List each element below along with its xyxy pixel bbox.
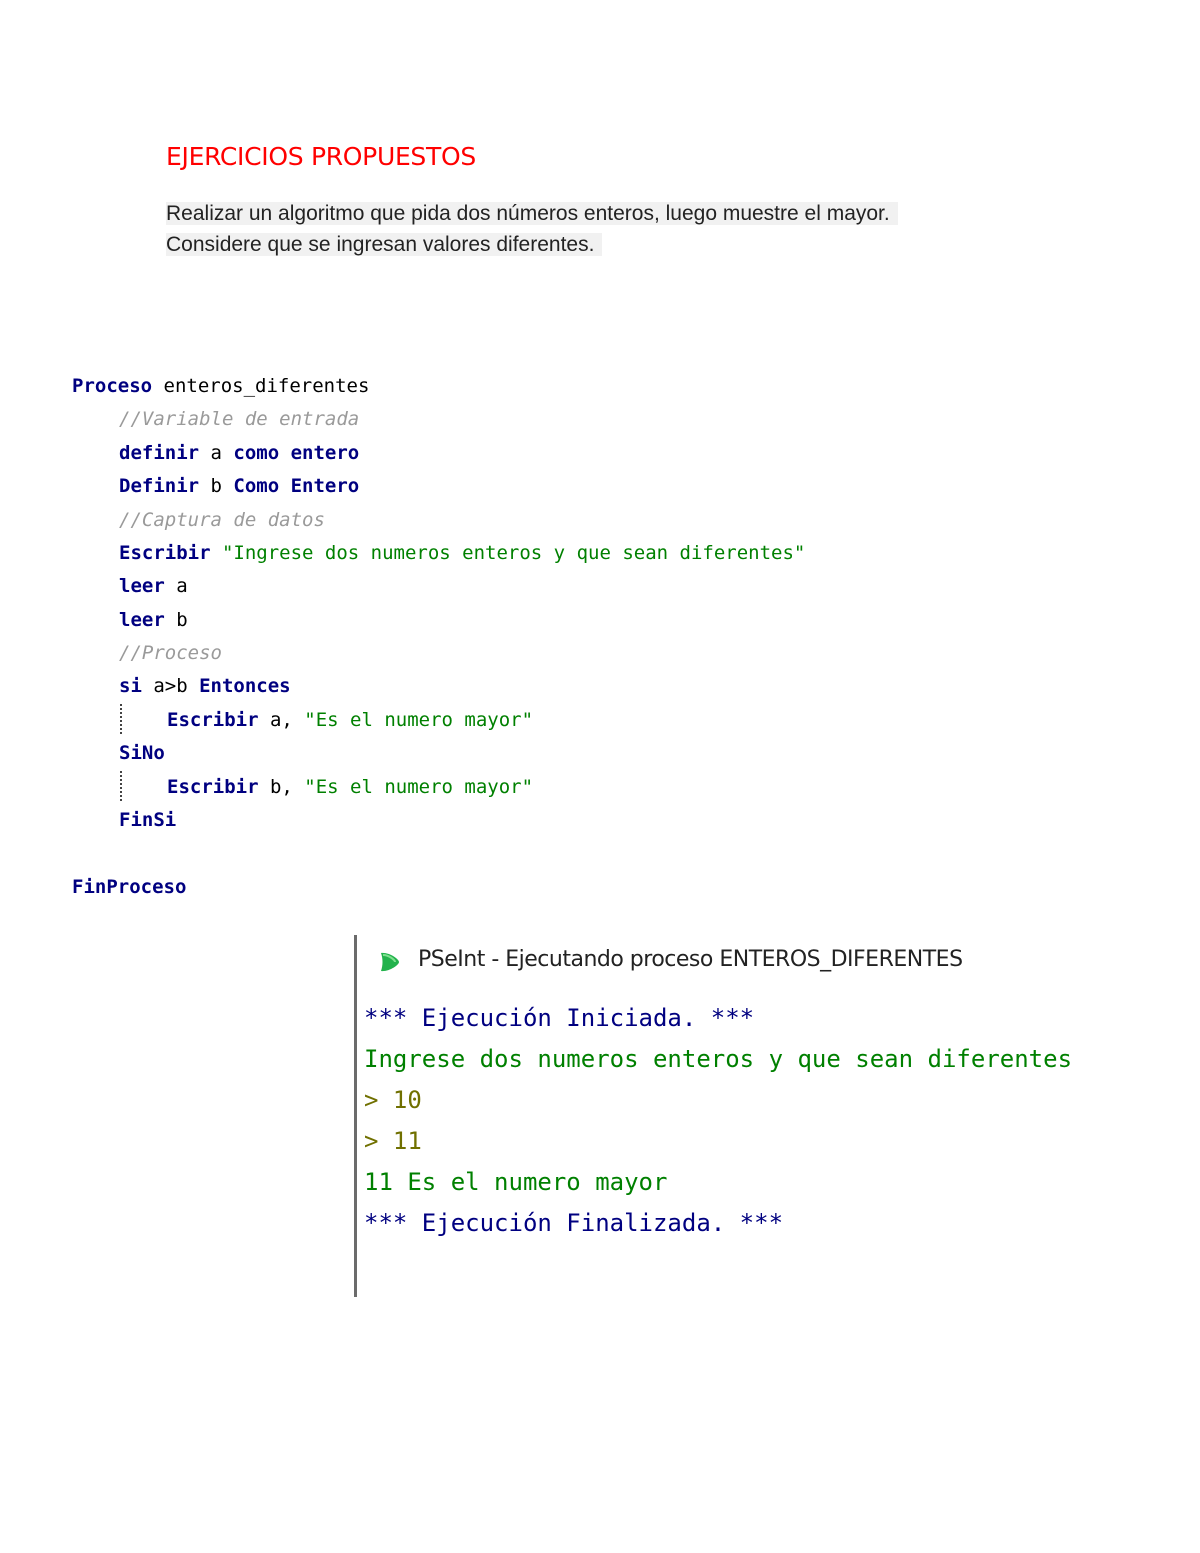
code-line-leer-a [119,570,188,603]
console-title: PSeInt - Ejecutando proceso ENTEROS_DIFERENTES [418,947,963,972]
keyword: leer [119,575,165,597]
keyword: FinProceso [72,876,187,898]
code-line-leer-b [119,604,188,637]
indent-guide [120,704,122,734]
description-line-2: Considere que se ingresan valores diferentes. [166,233,602,256]
keyword: Definir [119,475,200,497]
keyword: si [119,675,142,697]
condition: a>b [141,675,200,697]
keyword: definir [119,442,200,464]
code-line-finproceso [72,871,186,904]
variable: b, [258,776,305,798]
code-line-escribir [119,537,805,570]
description-line-1: Realizar un algoritmo que pida dos números enteros, luego muestre el mayor. [166,202,898,225]
variable: b [164,609,188,631]
keyword: leer [119,609,165,631]
console-line-end: *** Ejecución Finalizada. *** [364,1209,784,1237]
keyword: Como Entero [233,475,360,497]
code-line-comment-variable [119,403,359,436]
code-line-comment-proceso [119,637,222,670]
keyword: Escribir [119,542,211,564]
code-line-comment-captura [119,504,325,537]
code-line-si [119,670,291,703]
variable: b [199,475,234,497]
keyword: Proceso [72,375,153,397]
console-line-input-2: > 11 [364,1127,422,1155]
keyword: SiNo [119,742,165,764]
keyword: Escribir [167,709,259,731]
keyword: como entero [233,442,360,464]
string-literal: "Es el numero mayor" [304,709,534,731]
process-name: enteros_diferentes [152,375,370,397]
code-line-proceso [72,370,369,403]
code-line-sino [119,737,165,770]
code-line-escribir-a [167,704,533,737]
console-line-input-1: > 10 [364,1086,422,1114]
console-line-prompt: Ingrese dos numeros enteros y que sean diferentes [364,1045,1073,1073]
comment: //Variable de entrada [119,408,360,430]
comment: //Captura de datos [119,509,325,531]
pseint-console-window [354,935,1117,1297]
variable: a, [258,709,305,731]
string-literal: "Ingrese dos numeros enteros y que sean diferentes" [210,542,806,564]
string-literal: "Es el numero mayor" [304,776,534,798]
exercise-heading: EJERCICIOS PROPUESTOS [166,142,476,171]
keyword: FinSi [119,809,177,831]
keyword: Escribir [167,776,259,798]
variable: a [199,442,234,464]
code-line-finsi [119,804,176,837]
console-line-start: *** Ejecución Iniciada. *** [364,1004,755,1032]
code-line-escribir-b [167,771,533,804]
console-line-result: 11 Es el numero mayor [364,1168,668,1196]
pseint-logo-icon [377,950,401,974]
code-line-definir-a [119,437,359,470]
variable: a [164,575,188,597]
keyword: Entonces [199,675,291,697]
code-line-definir-b [119,470,359,503]
exercise-description [166,198,898,260]
comment: //Proceso [119,642,222,664]
indent-guide [120,771,122,801]
